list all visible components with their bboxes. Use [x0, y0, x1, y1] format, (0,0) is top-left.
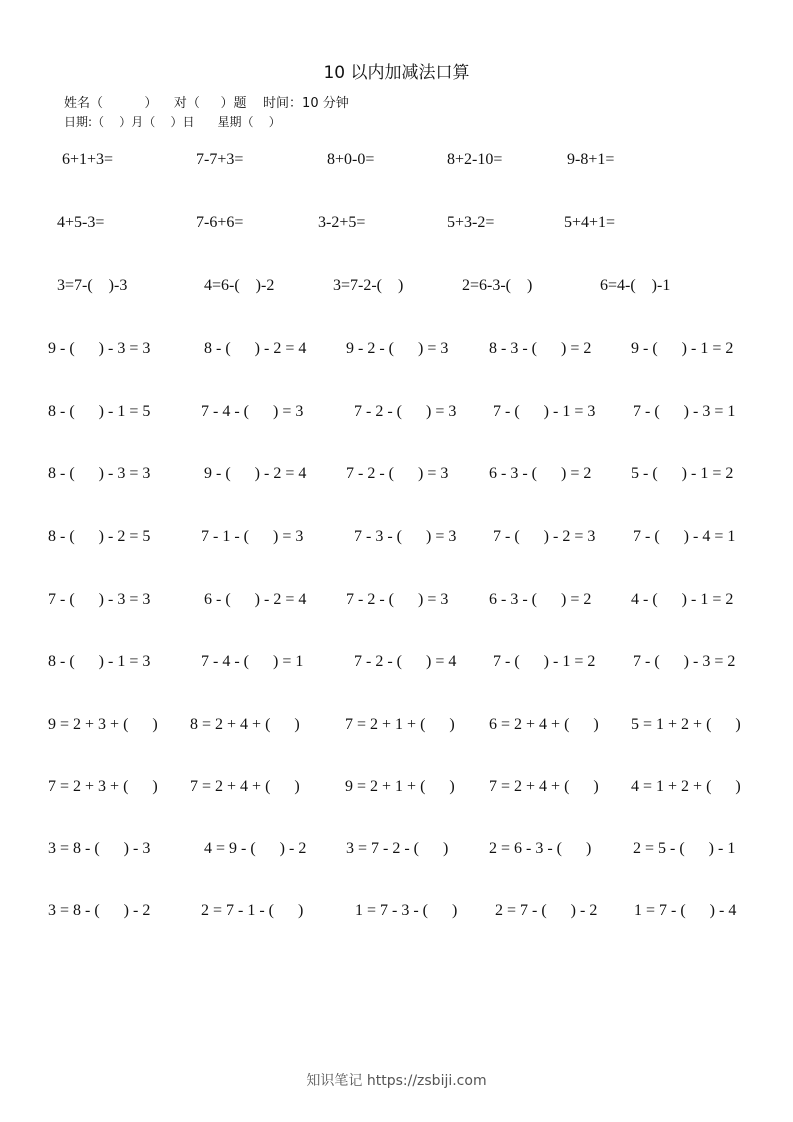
problem: 7 - ( ) - 2 = 3 [493, 528, 596, 545]
problem: 4=6-( )-2 [204, 277, 275, 294]
problem: 7-7+3= [196, 151, 244, 168]
problem: 3=7-( )-3 [57, 277, 128, 294]
problem: 8 = 2 + 4 + ( ) [190, 716, 300, 733]
problem: 9 - ( ) - 1 = 2 [631, 340, 734, 357]
problem: 2 = 7 - ( ) - 2 [495, 902, 598, 919]
problem-row [0, 591, 793, 615]
problem-row [0, 902, 793, 926]
problem: 4 - ( ) - 1 = 2 [631, 591, 734, 608]
problem: 3 = 7 - 2 - ( ) [346, 840, 449, 857]
problem: 7 - 4 - ( ) = 1 [201, 653, 304, 670]
problem-row [0, 403, 793, 427]
problem: 6=4-( )-1 [600, 277, 671, 294]
problem: 3 = 8 - ( ) - 3 [48, 840, 151, 857]
problem: 9 = 2 + 1 + ( ) [345, 778, 455, 795]
watermark-footer: 知识笔记 https://zsbiji.com [306, 1073, 487, 1089]
problem: 7 = 2 + 4 + ( ) [489, 778, 599, 795]
problem: 7 - ( ) - 1 = 3 [493, 403, 596, 420]
problem: 3-2+5= [318, 214, 366, 231]
problem: 7 - ( ) - 1 = 2 [493, 653, 596, 670]
problem: 6 = 2 + 4 + ( ) [489, 716, 599, 733]
problem-row [0, 716, 793, 740]
problem: 9 = 2 + 3 + ( ) [48, 716, 158, 733]
problem: 7 - ( ) - 3 = 2 [633, 653, 736, 670]
problem: 7 = 2 + 1 + ( ) [345, 716, 455, 733]
problem: 7 - ( ) - 3 = 3 [48, 591, 151, 608]
problem: 7 - 2 - ( ) = 4 [354, 653, 457, 670]
problem: 5 = 1 + 2 + ( ) [631, 716, 741, 733]
problem: 2=6-3-( ) [462, 277, 533, 294]
problem: 6 - 3 - ( ) = 2 [489, 591, 592, 608]
problem: 2 = 5 - ( ) - 1 [633, 840, 736, 857]
problem-row [0, 340, 793, 364]
problem: 8 - ( ) - 3 = 3 [48, 465, 151, 482]
problem-row [0, 778, 793, 802]
student-info-line: 姓名（ ） 对（ ）题 时间：10 分钟 [64, 96, 349, 111]
problem: 7 - 2 - ( ) = 3 [346, 591, 449, 608]
problem: 6 - 3 - ( ) = 2 [489, 465, 592, 482]
problem: 3=7-2-( ) [333, 277, 404, 294]
problem: 8+2-10= [447, 151, 503, 168]
problem-row [0, 653, 793, 677]
problem: 7 - 1 - ( ) = 3 [201, 528, 304, 545]
problem: 7 = 2 + 4 + ( ) [190, 778, 300, 795]
problem: 8 - 3 - ( ) = 2 [489, 340, 592, 357]
problem: 3 = 8 - ( ) - 2 [48, 902, 151, 919]
problem: 9 - ( ) - 3 = 3 [48, 340, 151, 357]
problem: 7 - 2 - ( ) = 3 [354, 403, 457, 420]
problem-row [0, 214, 793, 238]
problem: 9-8+1= [567, 151, 615, 168]
problem-row [0, 840, 793, 864]
problem: 1 = 7 - ( ) - 4 [634, 902, 737, 919]
problem: 4 = 9 - ( ) - 2 [204, 840, 307, 857]
problem: 4+5-3= [57, 214, 105, 231]
problem: 4 = 1 + 2 + ( ) [631, 778, 741, 795]
problem: 8 - ( ) - 1 = 5 [48, 403, 151, 420]
problem: 8+0-0= [327, 151, 375, 168]
problem: 9 - 2 - ( ) = 3 [346, 340, 449, 357]
problem: 7 - 2 - ( ) = 3 [346, 465, 449, 482]
problem-row [0, 277, 793, 301]
problem: 5+4+1= [564, 214, 616, 231]
date-info-line: 日期:（ ）月（ ）日 星期（ ） [64, 115, 281, 129]
problem: 7 - 4 - ( ) = 3 [201, 403, 304, 420]
problem-row [0, 465, 793, 489]
problem: 2 = 7 - 1 - ( ) [201, 902, 304, 919]
problem-row [0, 528, 793, 552]
problem: 5+3-2= [447, 214, 495, 231]
problem: 6+1+3= [62, 151, 114, 168]
problem: 7 = 2 + 3 + ( ) [48, 778, 158, 795]
problem: 9 - ( ) - 2 = 4 [204, 465, 307, 482]
problem: 8 - ( ) - 2 = 4 [204, 340, 307, 357]
page-title: 10 以内加减法口算 [323, 63, 470, 83]
problem: 8 - ( ) - 2 = 5 [48, 528, 151, 545]
problem-row [0, 151, 793, 175]
problem: 7 - ( ) - 4 = 1 [633, 528, 736, 545]
problem: 7 - 3 - ( ) = 3 [354, 528, 457, 545]
problem: 2 = 6 - 3 - ( ) [489, 840, 592, 857]
problem: 7-6+6= [196, 214, 244, 231]
problem: 1 = 7 - 3 - ( ) [355, 902, 458, 919]
problem: 5 - ( ) - 1 = 2 [631, 465, 734, 482]
problem: 8 - ( ) - 1 = 3 [48, 653, 151, 670]
problem: 7 - ( ) - 3 = 1 [633, 403, 736, 420]
problem: 6 - ( ) - 2 = 4 [204, 591, 307, 608]
